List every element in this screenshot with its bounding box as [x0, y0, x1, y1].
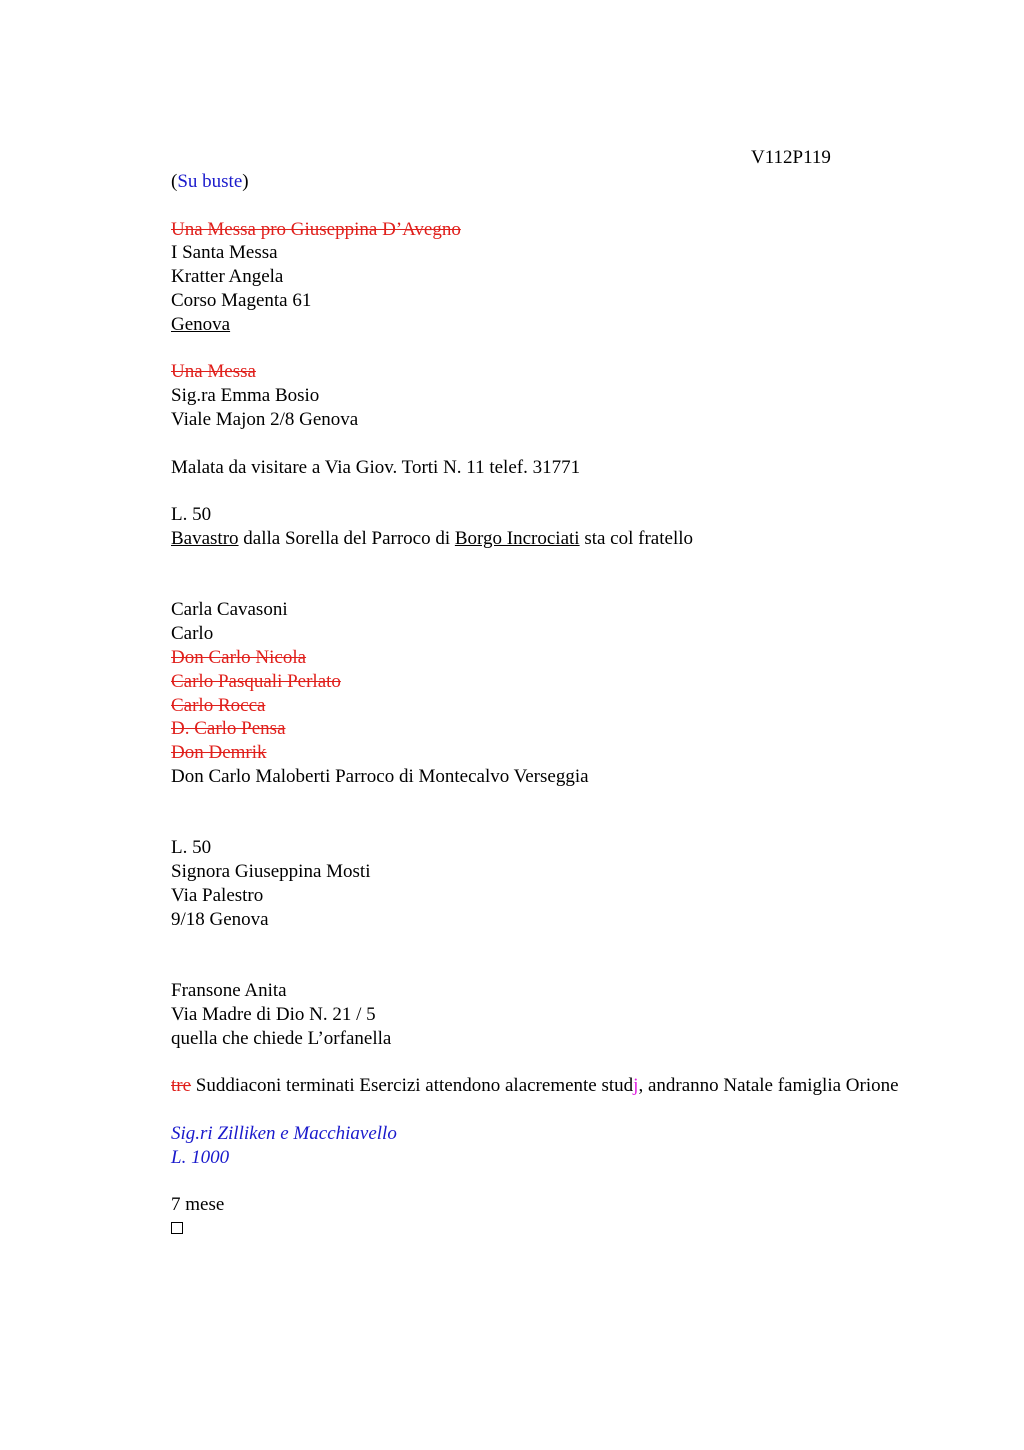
struck-text: D. Carlo Pensa	[171, 718, 286, 740]
correction-mark: j	[633, 1075, 639, 1097]
amount-line: L. 50	[171, 837, 212, 859]
document-body	[171, 170, 911, 1241]
text-line: Fransone Anita	[171, 980, 287, 1002]
text-line: Sig.ra Emma Bosio	[171, 385, 320, 407]
text-line: Via Palestro	[171, 884, 264, 906]
struck-text: Carlo Rocca	[171, 694, 266, 716]
text-line: Kratter Angela	[171, 266, 284, 288]
checkbox-square	[171, 1222, 183, 1234]
text-line: Carlo	[171, 623, 214, 645]
text-line: Carla Cavasoni	[171, 599, 288, 621]
text-line: 7 mese	[171, 1194, 225, 1216]
text-line: Via Madre di Dio N. 21 / 5	[171, 1003, 376, 1025]
text-line: Corso Magenta 61	[171, 289, 312, 311]
text-line: Signora Giuseppina Mosti	[171, 861, 371, 883]
struck-text: Una Messa pro Giuseppina D’Avegno	[171, 218, 461, 240]
paragraph: tre Suddiaconi terminati Esercizi attendono alacremente studj, andranno Natale famiglia Orione	[171, 1075, 899, 1097]
text-line: Viale Majon 2/8 Genova	[171, 408, 359, 430]
place-underlined: Borgo Incrociati	[454, 527, 580, 549]
amount-line: L. 50	[171, 504, 212, 526]
note-line: Bavastro dalla Sorella del Parroco di Borgo Incrociati sta col fratello	[171, 527, 694, 549]
struck-text: Don Carlo Nicola	[171, 646, 307, 668]
text-line: I Santa Messa	[171, 242, 278, 264]
text-line: 9/18 Genova	[171, 908, 269, 930]
text-line: quella che chiede L’orfanella	[171, 1027, 392, 1049]
struck-text: Una Messa	[171, 361, 256, 383]
italic-amount: L. 1000	[171, 1146, 230, 1168]
name-underlined: Bavastro	[171, 527, 239, 549]
italic-note: Sig.ri Zilliken e Macchiavello	[171, 1122, 397, 1144]
struck-text: Carlo Pasquali Perlato	[171, 670, 341, 692]
header-line: (Su buste)	[171, 171, 249, 192]
reference-code: V112P119	[751, 147, 831, 168]
text-line: Don Carlo Maloberti Parroco di Montecalvo Verseggia	[171, 765, 589, 787]
header-label: Su buste	[177, 171, 243, 192]
city-underlined: Genova	[171, 313, 231, 335]
struck-text: tre	[171, 1075, 192, 1097]
text-line: Malata da visitare a Via Giov. Torti N. 11 telef. 31771	[171, 456, 581, 478]
struck-text: Don Demrik	[171, 742, 267, 764]
